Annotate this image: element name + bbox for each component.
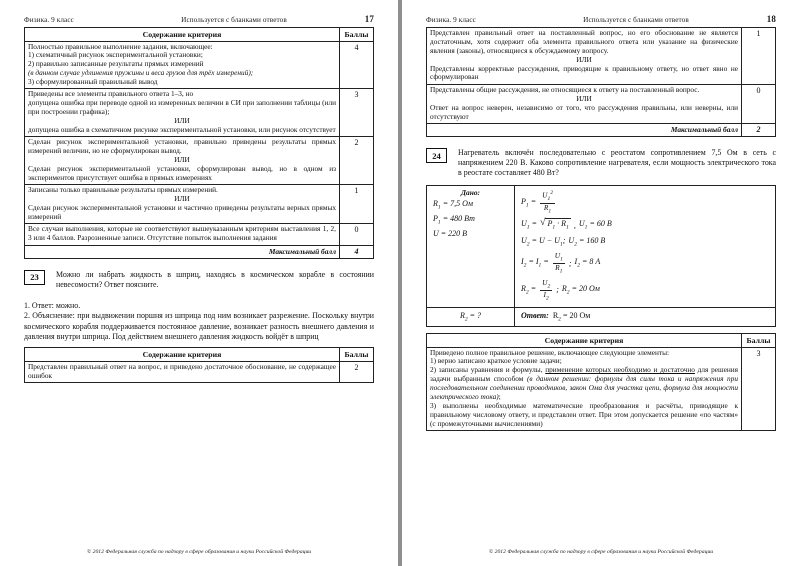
solution-step bbox=[521, 218, 769, 232]
step-result: $I_2 = 8$ А bbox=[574, 257, 601, 269]
criteria-line-text: 2) записаны уравнения и формулы, bbox=[430, 365, 546, 375]
task-number-badge: 24 bbox=[426, 148, 447, 163]
step-result: $U_2 = 160$ В bbox=[568, 235, 606, 248]
table-row bbox=[25, 185, 374, 224]
criteria-line: 1) верно записано краткое условие задачи; bbox=[430, 356, 562, 366]
given-value: = 220 В bbox=[440, 228, 468, 238]
answer-cell bbox=[515, 308, 776, 327]
fraction-denominator: $I_2$ bbox=[543, 289, 549, 302]
step-result: $R_2 = 20$ Ом bbox=[561, 284, 600, 296]
given-value: = 480 Вт bbox=[442, 214, 475, 224]
criteria-line: Сделан рисунок экспериментальной установки и частично приведены результаты верных прямых измерений bbox=[28, 203, 336, 222]
step-formula: $P_1$ = bbox=[521, 196, 537, 209]
criteria-line: ИЛИ bbox=[576, 93, 592, 103]
criteria-line: допущена ошибка при переводе одной из измеренных величин в СИ при заполнении таблицы (или при построении графика); bbox=[28, 98, 336, 117]
criteria-line: Полностью правильное выполнение задания, включающее: bbox=[28, 41, 213, 51]
criteria-line: ИЛИ bbox=[576, 54, 592, 64]
running-head-subject: Физика. 9 класс bbox=[24, 16, 74, 24]
answer-row bbox=[427, 308, 776, 327]
page-left bbox=[0, 0, 398, 566]
table-row bbox=[25, 41, 374, 89]
criteria-cell bbox=[427, 84, 742, 123]
table-row bbox=[427, 347, 776, 431]
score-cell: 4 bbox=[340, 41, 374, 89]
table-row bbox=[427, 84, 776, 123]
task-23-answer bbox=[24, 301, 374, 342]
score-cell: 1 bbox=[340, 185, 374, 224]
criteria-line: 3) выполнены необходимые математические преобразования и расчёты, приводящие к правильному числовому ответу, и представлен ответ. При этом допускается решение «по частям» (с промежуточными вычислениями) bbox=[430, 400, 738, 428]
column-header-score: Баллы bbox=[340, 28, 374, 42]
given-title: Дано: bbox=[460, 188, 480, 198]
criteria-line-text: для решения задачи выбранным способом bbox=[430, 365, 738, 384]
footer-copyright: © 2012 Федеральная служба по надзору в сфере образования и науки Российской Федерации bbox=[86, 549, 312, 555]
running-head-subject: Физика. 9 класс bbox=[426, 16, 476, 24]
find-subscript: 2 bbox=[464, 317, 468, 324]
criteria-table-task-23 bbox=[24, 347, 374, 383]
page-footer-right bbox=[402, 549, 800, 555]
criteria-cell bbox=[25, 41, 340, 89]
score-cell: 3 bbox=[340, 89, 374, 137]
fraction-denominator: $R_1$ bbox=[555, 262, 563, 275]
fraction-numerator: $U_1$ bbox=[554, 250, 563, 263]
given-symbol: P bbox=[433, 214, 438, 224]
column-header-criteria: Содержание критерия bbox=[427, 334, 742, 348]
score-cell: 2 bbox=[340, 137, 374, 185]
page-footer-left bbox=[0, 549, 398, 555]
page-number: 18 bbox=[766, 14, 776, 24]
answer-line: 1. Ответ: можно. bbox=[24, 301, 81, 311]
step-separator: ; bbox=[568, 258, 572, 268]
answer-line: 2. Объяснение: при выдвижении поршня из шприца под ним возникает разрежение. Поскольку внутри космического корабля поддерживается постоянное давление, возникает разность внешнего давления и давления внутри шприца. Под действием внешнего давления жидкость войдёт в шприц bbox=[24, 311, 374, 341]
step-separator: ; bbox=[556, 285, 559, 295]
criteria-line: 3) сформулированный правильный вывод bbox=[28, 77, 158, 87]
table-header-row bbox=[25, 348, 374, 362]
column-header-score: Баллы bbox=[340, 348, 374, 362]
criteria-cell bbox=[25, 137, 340, 185]
max-score-label: Максимальный балл bbox=[25, 245, 340, 258]
criteria-cell bbox=[25, 89, 340, 137]
criteria-line: 2) правильно записанные результаты прямых измерений bbox=[28, 59, 204, 69]
criteria-line-text: ; bbox=[498, 391, 501, 401]
table-row bbox=[25, 137, 374, 185]
criteria-line: Записаны только правильные результаты прямых измерений. bbox=[28, 185, 218, 195]
criteria-line: Представлены корректные рассуждения, приводящие к правильному ответу, но ответ явно не сформулирован bbox=[430, 63, 738, 82]
given-subscript: 1 bbox=[437, 219, 441, 226]
criteria-line: Ответ на вопрос неверен, независимо от того, что рассуждения правильны, или неверны, или отсутствуют bbox=[430, 102, 738, 121]
running-head-left bbox=[24, 14, 374, 27]
page-right bbox=[402, 0, 800, 566]
task-23 bbox=[24, 270, 374, 290]
criteria-line: допущена ошибка в схематичном рисунке экспериментальной установки, или рисунок отсутствует bbox=[28, 125, 336, 135]
given-item bbox=[433, 214, 508, 226]
criteria-line: Представлен правильный ответ на поставленный вопрос, но его обоснование не является достаточным, хотя содержит оба элемента правильного ответа или указание на физические явления (законы), относящиеся к обсуждаемому вопросу. bbox=[430, 28, 738, 55]
answer-value: $R_2 = 20$ Ом bbox=[550, 311, 591, 324]
score-cell: 3 bbox=[742, 347, 776, 431]
answer-label: Ответ: bbox=[521, 311, 549, 321]
criteria-underlined: применение которых необходимо и достаточно bbox=[545, 365, 695, 375]
criteria-line: ИЛИ bbox=[174, 155, 190, 165]
criteria-line: ИЛИ bbox=[174, 194, 190, 204]
criteria-line bbox=[430, 366, 738, 402]
task-statement: Нагреватель включён последовательно с реостатом сопротивлением 7,5 Ом в сеть с напряжением 220 В. Каково сопротивление нагревателя, если мощность электрического тока в реостате составляет 480 Вт? bbox=[458, 148, 776, 178]
given-item bbox=[433, 229, 508, 241]
table-header-row bbox=[427, 334, 776, 348]
criteria-italic: (в данном решении: формулы для силы тока и напряжения при последовательном соединении проводников, закон Ома для участка цепи, формула для мощности электрического тока) bbox=[430, 374, 738, 401]
criteria-line: Представлены общие рассуждения, не относящиеся к ответу на поставленный вопрос. bbox=[430, 84, 700, 94]
score-cell: 1 bbox=[742, 28, 776, 85]
task-24 bbox=[426, 148, 776, 178]
find-symbol: R bbox=[459, 311, 465, 321]
solution-step bbox=[521, 252, 769, 275]
running-head-right bbox=[426, 14, 776, 27]
table-row bbox=[25, 89, 374, 137]
given-cell bbox=[427, 186, 515, 308]
column-header-criteria: Содержание критерия bbox=[25, 348, 340, 362]
fraction bbox=[540, 279, 552, 302]
max-score-value: 4 bbox=[340, 245, 374, 258]
criteria-line: Приведены все элементы правильного ответа 1–3, но bbox=[28, 89, 194, 99]
criteria-table-task-22 bbox=[24, 27, 374, 259]
criteria-line: 1) схематичный рисунок экспериментальной установки; bbox=[28, 50, 203, 60]
criteria-line: ИЛИ bbox=[174, 116, 190, 126]
fraction-numerator: $U_2$ bbox=[542, 277, 551, 289]
max-score-label: Максимальный балл bbox=[427, 123, 742, 136]
solution-step bbox=[521, 279, 769, 302]
find-cell bbox=[427, 308, 515, 327]
find-value: = ? bbox=[469, 311, 482, 321]
criteria-cell bbox=[427, 347, 742, 431]
table-row bbox=[25, 361, 374, 382]
solution-row bbox=[427, 186, 776, 308]
step-formula: $U_1$ = bbox=[521, 219, 537, 231]
score-cell: 0 bbox=[742, 84, 776, 123]
max-score-row bbox=[427, 123, 776, 136]
solution-table-task-24 bbox=[426, 185, 776, 327]
square-root: √ $P_1 \cdot R_1$ bbox=[539, 217, 569, 231]
step-formula: $U_2 = U - U_1$; bbox=[521, 235, 566, 248]
given-symbol: R bbox=[433, 199, 438, 209]
solution-steps-cell bbox=[515, 186, 776, 308]
criteria-line: Приведено полное правильное решение, включающее следующие элементы: bbox=[430, 347, 670, 357]
running-head-note: Используется с бланками ответов bbox=[583, 16, 689, 24]
step-formula: $I_2 = I_1$ = bbox=[521, 257, 549, 269]
criteria-cell bbox=[427, 28, 742, 85]
score-cell: 2 bbox=[340, 361, 374, 382]
page-number: 17 bbox=[364, 14, 374, 24]
criteria-cell bbox=[25, 185, 340, 224]
criteria-table-task-23-continued bbox=[426, 27, 776, 137]
score-cell: 0 bbox=[340, 224, 374, 245]
table-row bbox=[25, 224, 374, 245]
given-item bbox=[433, 199, 508, 211]
step-result: $U_1 = 60$ В bbox=[578, 219, 612, 231]
given-value: = 7,5 Ом bbox=[442, 199, 473, 209]
criteria-line: Все случаи выполнения, которые не соответствуют вышеуказанным критериям выставления 1, 2, 3 или 4 баллов. Разрозненные записи. Отсутствие попыток выполнения задания bbox=[28, 224, 336, 243]
criteria-cell bbox=[25, 224, 340, 245]
criteria-line: Сделан рисунок экспериментальной установки, сформулирован вывод, но в одном из экспериментов присутствует ошибка в прямых измерениях bbox=[28, 164, 336, 182]
criteria-table-task-24 bbox=[426, 333, 776, 431]
step-formula: $R_2$ = bbox=[521, 284, 537, 296]
step-separator: , bbox=[573, 220, 576, 230]
running-head-note: Используется с бланками ответов bbox=[181, 16, 287, 24]
solution-step bbox=[521, 236, 769, 248]
table-row bbox=[427, 28, 776, 85]
max-score-row bbox=[25, 245, 374, 258]
fraction-numerator: $U_1^2$ bbox=[542, 189, 554, 202]
given-subscript: 1 bbox=[437, 205, 441, 212]
task-statement: Можно ли набрать жидкость в шприц, находясь в космическом корабле в состоянии невесомости? Ответ поясните. bbox=[56, 269, 374, 290]
max-score-value: 2 bbox=[742, 123, 776, 136]
column-header-score: Баллы bbox=[742, 334, 776, 348]
task-number-badge: 23 bbox=[24, 270, 45, 285]
criteria-line: (в данном случае удлинения пружины и веса грузов для трёх измерений); bbox=[28, 68, 254, 78]
solution-step bbox=[521, 191, 769, 214]
given-symbol: U bbox=[433, 228, 439, 238]
criteria-line: Сделан рисунок экспериментальной установки, правильно приведены результаты прямых измерений величин, но не сформулирован вывод. bbox=[28, 137, 336, 156]
criteria-cell: Представлен правильный ответ на вопрос, и приведено достаточное обоснование, не содержащее ошибок bbox=[25, 361, 340, 382]
table-header-row bbox=[25, 28, 374, 42]
fraction-denominator: $R_1$ bbox=[543, 202, 552, 215]
footer-copyright: © 2012 Федеральная служба по надзору в сфере образования и науки Российской Федерации bbox=[488, 549, 714, 555]
fraction bbox=[553, 252, 565, 275]
column-header-criteria: Содержание критерия bbox=[25, 28, 340, 42]
fraction bbox=[540, 191, 555, 214]
